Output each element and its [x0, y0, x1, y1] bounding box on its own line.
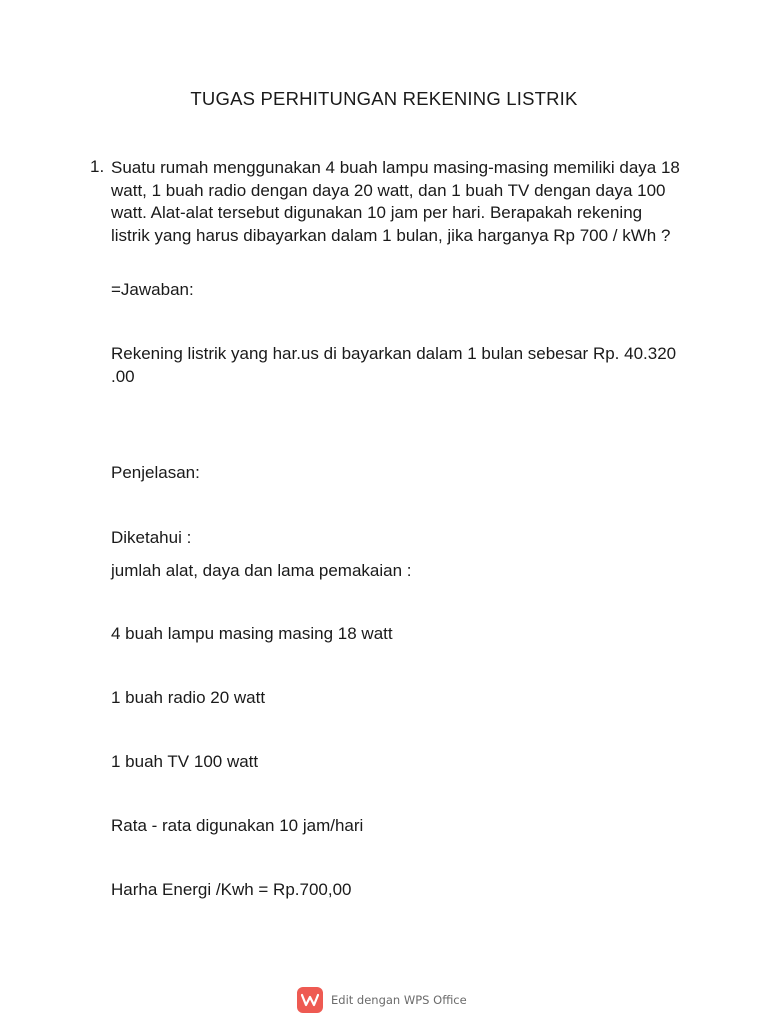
answer-label: =Jawaban:: [111, 280, 194, 299]
known-item-price: Harha Energi /Kwh = Rp.700,00: [111, 880, 352, 899]
question-text: Suatu rumah menggunakan 4 buah lampu masing-masing memiliki daya 18 watt, 1 buah radio dengan daya 20 watt, dan 1 buah TV dengan daya 100 watt. Alat-alat tersebut digunakan 10 jam per hari. Berapakah rekening listrik yang harus dibayarkan dalam 1 bulan, jika harganya Rp 700 / kWh ?: [111, 158, 680, 245]
question-number: 1.: [90, 157, 105, 176]
known-intro: jumlah alat, daya dan lama pemakaian :: [111, 561, 412, 580]
known-item-lamp: 4 buah lampu masing masing 18 watt: [111, 624, 393, 643]
known-item-radio: 1 buah radio 20 watt: [111, 688, 266, 707]
known-item-tv: 1 buah TV 100 watt: [111, 752, 259, 771]
known-item-usage: Rata - rata digunakan 10 jam/hari: [111, 816, 364, 835]
answer-text: Rekening listrik yang har.us di bayarkan dalam 1 bulan sebesar Rp. 40.320 .00: [111, 344, 677, 386]
explanation-label: Penjelasan:: [111, 463, 200, 482]
wps-logo-icon: [297, 987, 323, 1013]
wps-edit-text: Edit dengan WPS Office: [331, 993, 467, 1007]
known-label: Diketahui :: [111, 528, 192, 547]
document-title: TUGAS PERHITUNGAN REKENING LISTRIK: [190, 88, 578, 109]
wps-edit-link[interactable]: [297, 987, 467, 1013]
